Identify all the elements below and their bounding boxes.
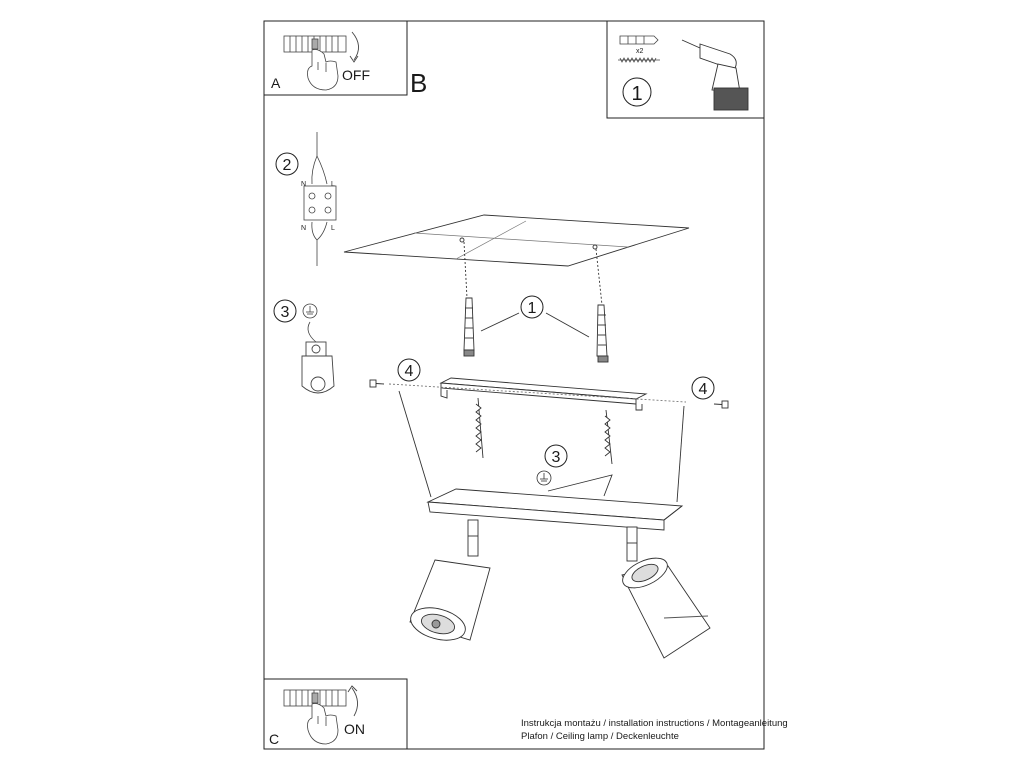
caption-line-2: Plafon / Ceiling lamp / Deckenleuchte [521,731,679,742]
step-3-earth-connection [274,300,334,393]
main-assembly [344,215,728,658]
wiring-step-number: 2 [282,157,292,174]
step-4-screws-left-marker [398,359,420,381]
earth-terminal-icon [302,342,334,393]
long-screw-left [476,398,483,458]
step-1-dowels-marker [521,296,543,318]
panel-a-letter: A [271,75,281,91]
wall-plug-icon [620,36,658,44]
quantity-label: x2 [636,48,644,55]
tools-step-number: 1 [631,83,643,105]
earth-symbol-icon [303,304,317,318]
screws-right-step-number: 4 [698,381,708,398]
side-screw-right [714,401,728,408]
ceiling-surface [344,215,689,266]
panel-b-letter: B [410,68,428,98]
wall-dowel-right [597,305,608,362]
earth-main-step-number: 3 [551,449,561,466]
terminal-block-icon [304,132,336,266]
panel-c-letter: C [269,731,280,747]
wire-l-top-label: L [331,181,335,188]
panel-a-off-label: OFF [342,67,370,83]
lamp-base [428,489,682,530]
panel-a-off [264,21,407,95]
step-2-wiring [276,132,336,266]
spotlight-left [407,520,490,646]
long-screw-right [605,410,612,464]
tools-panel [607,21,764,118]
earth-symbol-main-icon [537,471,551,485]
earth-wire [548,475,612,496]
wire-l-bottom-label: L [331,225,335,232]
step-3-earth-main-marker [545,445,567,467]
side-screw-left [370,380,384,387]
mounting-bracket [441,378,646,410]
earth-step-number: 3 [280,304,290,321]
panel-c-on [264,679,407,749]
screws-left-step-number: 4 [404,363,414,380]
wall-dowel-left [464,298,474,356]
spotlight-right [618,527,710,658]
step-4-screws-right-marker [692,377,714,399]
caption-line-1: Instrukcja montażu / installation instructions / Montageanleitung [521,718,788,729]
wire-n-bottom-label: N [301,225,307,232]
wire-n-top-label: N [301,181,307,188]
panel-c-on-label: ON [344,721,365,737]
dowels-step-number: 1 [527,300,537,317]
